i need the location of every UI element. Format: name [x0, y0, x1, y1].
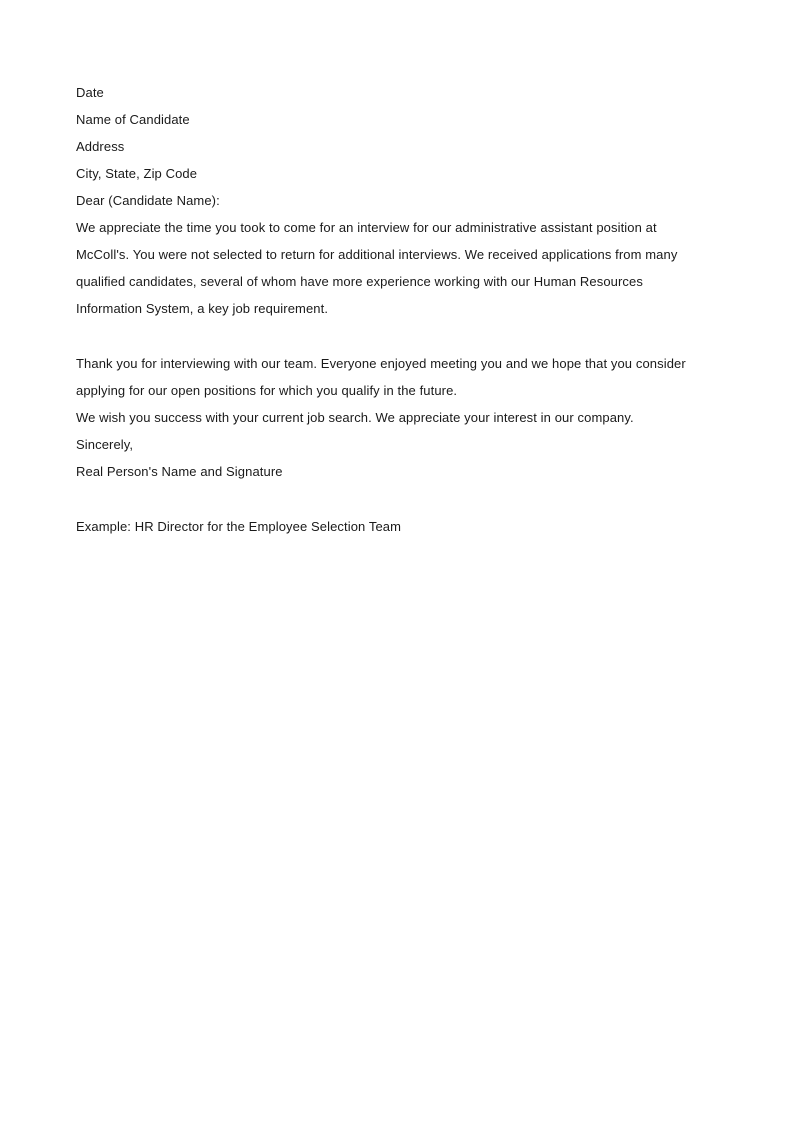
signature-line: Real Person's Name and Signature — [76, 464, 283, 479]
letter-body — [76, 79, 696, 540]
example-line: Example: HR Director for the Employee Selection Team — [76, 519, 402, 534]
city-state-zip-line: City, State, Zip Code — [76, 166, 198, 181]
paragraph-line: qualified candidates, several of whom have more experience working with our Human Resources — [76, 274, 643, 289]
closing-line: Sincerely, — [76, 437, 134, 452]
paragraph-line: Thank you for interviewing with our team. Everyone enjoyed meeting you and we hope that you consider — [76, 356, 686, 371]
paragraph-line: applying for our open positions for which you qualify in the future. — [76, 383, 458, 398]
paragraph-thanks — [76, 350, 696, 404]
address-line: Address — [76, 139, 125, 154]
paragraph-line: McColl's. You were not selected to return for additional interviews. We received applications from many — [76, 247, 678, 262]
paragraph-wishes: We wish you success with your current job search. We appreciate your interest in our company. — [76, 410, 634, 425]
paragraph-line: We appreciate the time you took to come for an interview for our administrative assistant position at — [76, 220, 657, 235]
date-line: Date — [76, 85, 104, 100]
paragraph-interview — [76, 214, 696, 322]
signature-spacer — [76, 485, 696, 513]
paragraph-line: Information System, a key job requirement. — [76, 301, 329, 316]
paragraph-spacer — [76, 322, 696, 350]
salutation-line: Dear (Candidate Name): — [76, 193, 220, 208]
candidate-name-line: Name of Candidate — [76, 112, 190, 127]
